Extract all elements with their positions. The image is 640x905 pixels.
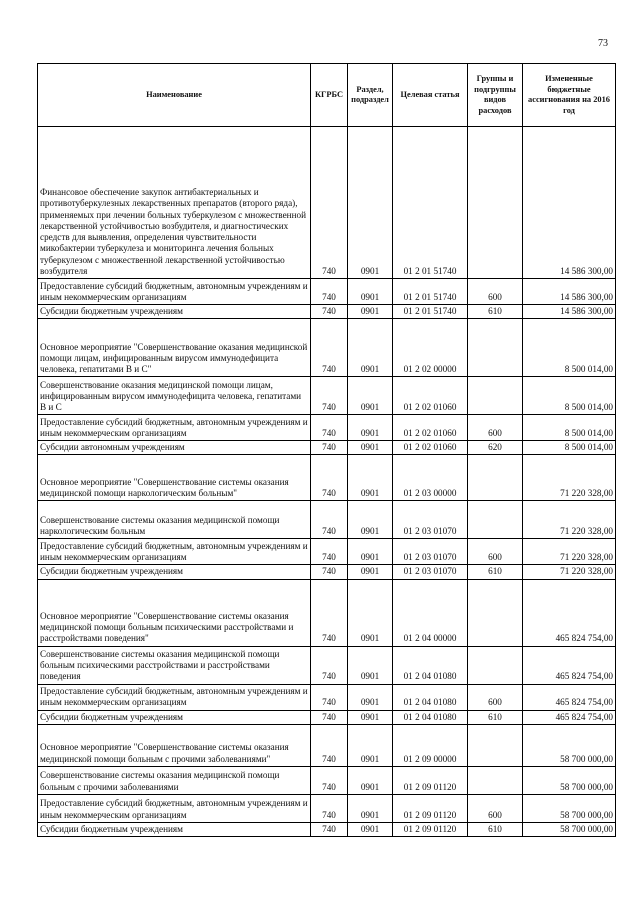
table-row: [38, 684, 616, 710]
row-target: 01 2 03 00000: [393, 455, 468, 501]
row-name: Совершенствование системы оказания медицинской помощи больным с прочими заболеваниями: [38, 766, 311, 794]
row-kgrbs: 740: [311, 646, 348, 684]
row-kgrbs: 740: [311, 501, 348, 539]
row-amount: 71 220 328,00: [523, 501, 616, 539]
header-kgrbs: КГРБС: [311, 64, 348, 127]
table-row: [38, 455, 616, 501]
row-vid: 610: [468, 710, 523, 724]
row-razdel: 0901: [348, 501, 393, 539]
row-amount: 71 220 328,00: [523, 455, 616, 501]
row-amount: 465 824 754,00: [523, 646, 616, 684]
row-razdel: 0901: [348, 127, 393, 279]
row-target: 01 2 09 01120: [393, 822, 468, 836]
row-vid: [468, 724, 523, 766]
row-vid: [468, 766, 523, 794]
budget-table: [37, 63, 616, 837]
row-name: Совершенствование системы оказания медицинской помощи больным психическими расстройствами и расстройствами поведения: [38, 646, 311, 684]
row-name: Основное мероприятие "Совершенствование оказания медицинской помощи лицам, инфицированным вирусом иммунодефицита человека, гепатитами В и С": [38, 319, 311, 377]
row-name: Совершенствование оказания медицинской помощи лицам, инфицированным вирусом иммунодефицита человека, гепатитами В и С: [38, 377, 311, 415]
row-name: Совершенствование системы оказания медицинской помощи наркологическим больным: [38, 501, 311, 539]
row-kgrbs: 740: [311, 319, 348, 377]
table-row: [38, 539, 616, 565]
row-kgrbs: 740: [311, 794, 348, 822]
row-vid: 620: [468, 441, 523, 455]
row-amount: 71 220 328,00: [523, 539, 616, 565]
row-vid: 610: [468, 822, 523, 836]
row-target: 01 2 02 01060: [393, 377, 468, 415]
row-name: Основное мероприятие "Совершенствование системы оказания медицинской помощи наркологическим больным": [38, 455, 311, 501]
row-kgrbs: 740: [311, 455, 348, 501]
header-groups: Группы и подгруппы видов расходов: [468, 64, 523, 127]
table-row: [38, 501, 616, 539]
row-name: Субсидии бюджетным учреждениям: [38, 822, 311, 836]
page-number: 73: [598, 38, 608, 49]
row-name: Предоставление субсидий бюджетным, автономным учреждениям и иным некоммерческим организациям: [38, 794, 311, 822]
row-target: 01 2 01 51740: [393, 127, 468, 279]
row-name: Субсидии бюджетным учреждениям: [38, 710, 311, 724]
row-vid: 600: [468, 794, 523, 822]
row-target: 01 2 01 51740: [393, 305, 468, 319]
row-amount: 14 586 300,00: [523, 305, 616, 319]
row-amount: 58 700 000,00: [523, 822, 616, 836]
row-kgrbs: 740: [311, 539, 348, 565]
header-target: Целевая статья: [393, 64, 468, 127]
row-vid: 600: [468, 415, 523, 441]
row-razdel: 0901: [348, 766, 393, 794]
row-name: Предоставление субсидий бюджетным, автономным учреждениям и иным некоммерческим организациям: [38, 684, 311, 710]
header-name: Наименование: [38, 64, 311, 127]
row-target: 01 2 09 01120: [393, 766, 468, 794]
table-row: [38, 377, 616, 415]
row-target: 01 2 03 01070: [393, 565, 468, 579]
header-razdel: Раздел, подраздел: [348, 64, 393, 127]
row-amount: 465 824 754,00: [523, 579, 616, 646]
row-amount: 465 824 754,00: [523, 684, 616, 710]
table-row: [38, 127, 616, 279]
row-amount: 8 500 014,00: [523, 319, 616, 377]
row-kgrbs: 740: [311, 305, 348, 319]
row-name: Предоставление субсидий бюджетным, автономным учреждениям и иным некоммерческим организациям: [38, 539, 311, 565]
row-amount: 8 500 014,00: [523, 415, 616, 441]
table-row: [38, 766, 616, 794]
table-row: [38, 724, 616, 766]
row-target: 01 2 04 01080: [393, 646, 468, 684]
row-amount: 8 500 014,00: [523, 441, 616, 455]
table-row: [38, 319, 616, 377]
row-kgrbs: 740: [311, 766, 348, 794]
header-row: [38, 64, 616, 127]
row-amount: 58 700 000,00: [523, 794, 616, 822]
row-vid: [468, 579, 523, 646]
row-target: 01 2 03 01070: [393, 539, 468, 565]
row-kgrbs: 740: [311, 377, 348, 415]
table-row: [38, 441, 616, 455]
row-kgrbs: 740: [311, 415, 348, 441]
row-vid: [468, 377, 523, 415]
row-vid: 610: [468, 565, 523, 579]
table-row: [38, 279, 616, 305]
row-target: 01 2 09 00000: [393, 724, 468, 766]
table-row: [38, 579, 616, 646]
row-target: 01 2 03 01070: [393, 501, 468, 539]
row-vid: [468, 319, 523, 377]
row-vid: [468, 501, 523, 539]
row-vid: [468, 646, 523, 684]
row-kgrbs: 740: [311, 565, 348, 579]
row-target: 01 2 02 00000: [393, 319, 468, 377]
row-razdel: 0901: [348, 415, 393, 441]
row-vid: [468, 127, 523, 279]
row-name: Предоставление субсидий бюджетным, автономным учреждениям и иным некоммерческим организациям: [38, 415, 311, 441]
table-row: [38, 710, 616, 724]
row-name: Субсидии бюджетным учреждениям: [38, 305, 311, 319]
row-kgrbs: 740: [311, 279, 348, 305]
table-row: [38, 305, 616, 319]
header-amount: Измененные бюджетные ассигнования на 2016 год: [523, 64, 616, 127]
table-row: [38, 822, 616, 836]
row-vid: 600: [468, 539, 523, 565]
row-razdel: 0901: [348, 684, 393, 710]
row-razdel: 0901: [348, 724, 393, 766]
row-target: 01 2 04 00000: [393, 579, 468, 646]
row-target: 01 2 04 01080: [393, 710, 468, 724]
row-vid: 600: [468, 684, 523, 710]
row-name: Основное мероприятие "Совершенствование системы оказания медицинской помощи больным психическими расстройствами и расстройствами поведения": [38, 579, 311, 646]
row-target: 01 2 02 01060: [393, 415, 468, 441]
row-razdel: 0901: [348, 441, 393, 455]
row-kgrbs: 740: [311, 441, 348, 455]
row-vid: 610: [468, 305, 523, 319]
row-target: 01 2 01 51740: [393, 279, 468, 305]
row-kgrbs: 740: [311, 579, 348, 646]
row-name: Финансовое обеспечение закупок антибактериальных и противотуберкулезных лекарственных препаратов (второго ряда), применяемых при лечении больных туберкулезом с множественной лекарственной устойчивостью возбудителя, и диагностических средств для выявления, определения чувствительности микобактерии туберкулеза и мониторинга лечения больных туберкулезом с множественной лекарственной устойчивостью возбудителя: [38, 127, 311, 279]
row-amount: 8 500 014,00: [523, 377, 616, 415]
row-target: 01 2 09 01120: [393, 794, 468, 822]
row-amount: 58 700 000,00: [523, 766, 616, 794]
row-kgrbs: 740: [311, 127, 348, 279]
row-name: Основное мероприятие "Совершенствование системы оказания медицинской помощи больным с прочими заболеваниями": [38, 724, 311, 766]
row-razdel: 0901: [348, 710, 393, 724]
row-razdel: 0901: [348, 646, 393, 684]
row-name: Субсидии автономным учреждениям: [38, 441, 311, 455]
row-razdel: 0901: [348, 794, 393, 822]
row-amount: 71 220 328,00: [523, 565, 616, 579]
row-amount: 58 700 000,00: [523, 724, 616, 766]
row-razdel: 0901: [348, 565, 393, 579]
row-razdel: 0901: [348, 377, 393, 415]
row-razdel: 0901: [348, 305, 393, 319]
row-razdel: 0901: [348, 579, 393, 646]
row-razdel: 0901: [348, 319, 393, 377]
row-target: 01 2 02 01060: [393, 441, 468, 455]
row-razdel: 0901: [348, 279, 393, 305]
row-razdel: 0901: [348, 822, 393, 836]
row-amount: 14 586 300,00: [523, 279, 616, 305]
table-row: [38, 415, 616, 441]
table-row: [38, 565, 616, 579]
row-vid: 600: [468, 279, 523, 305]
table-row: [38, 646, 616, 684]
row-name: Предоставление субсидий бюджетным, автономным учреждениям и иным некоммерческим организациям: [38, 279, 311, 305]
row-razdel: 0901: [348, 455, 393, 501]
row-kgrbs: 740: [311, 724, 348, 766]
row-vid: [468, 455, 523, 501]
row-name: Субсидии бюджетным учреждениям: [38, 565, 311, 579]
table-row: [38, 794, 616, 822]
row-target: 01 2 04 01080: [393, 684, 468, 710]
row-razdel: 0901: [348, 539, 393, 565]
row-amount: 14 586 300,00: [523, 127, 616, 279]
row-amount: 465 824 754,00: [523, 710, 616, 724]
row-kgrbs: 740: [311, 710, 348, 724]
row-kgrbs: 740: [311, 822, 348, 836]
row-kgrbs: 740: [311, 684, 348, 710]
